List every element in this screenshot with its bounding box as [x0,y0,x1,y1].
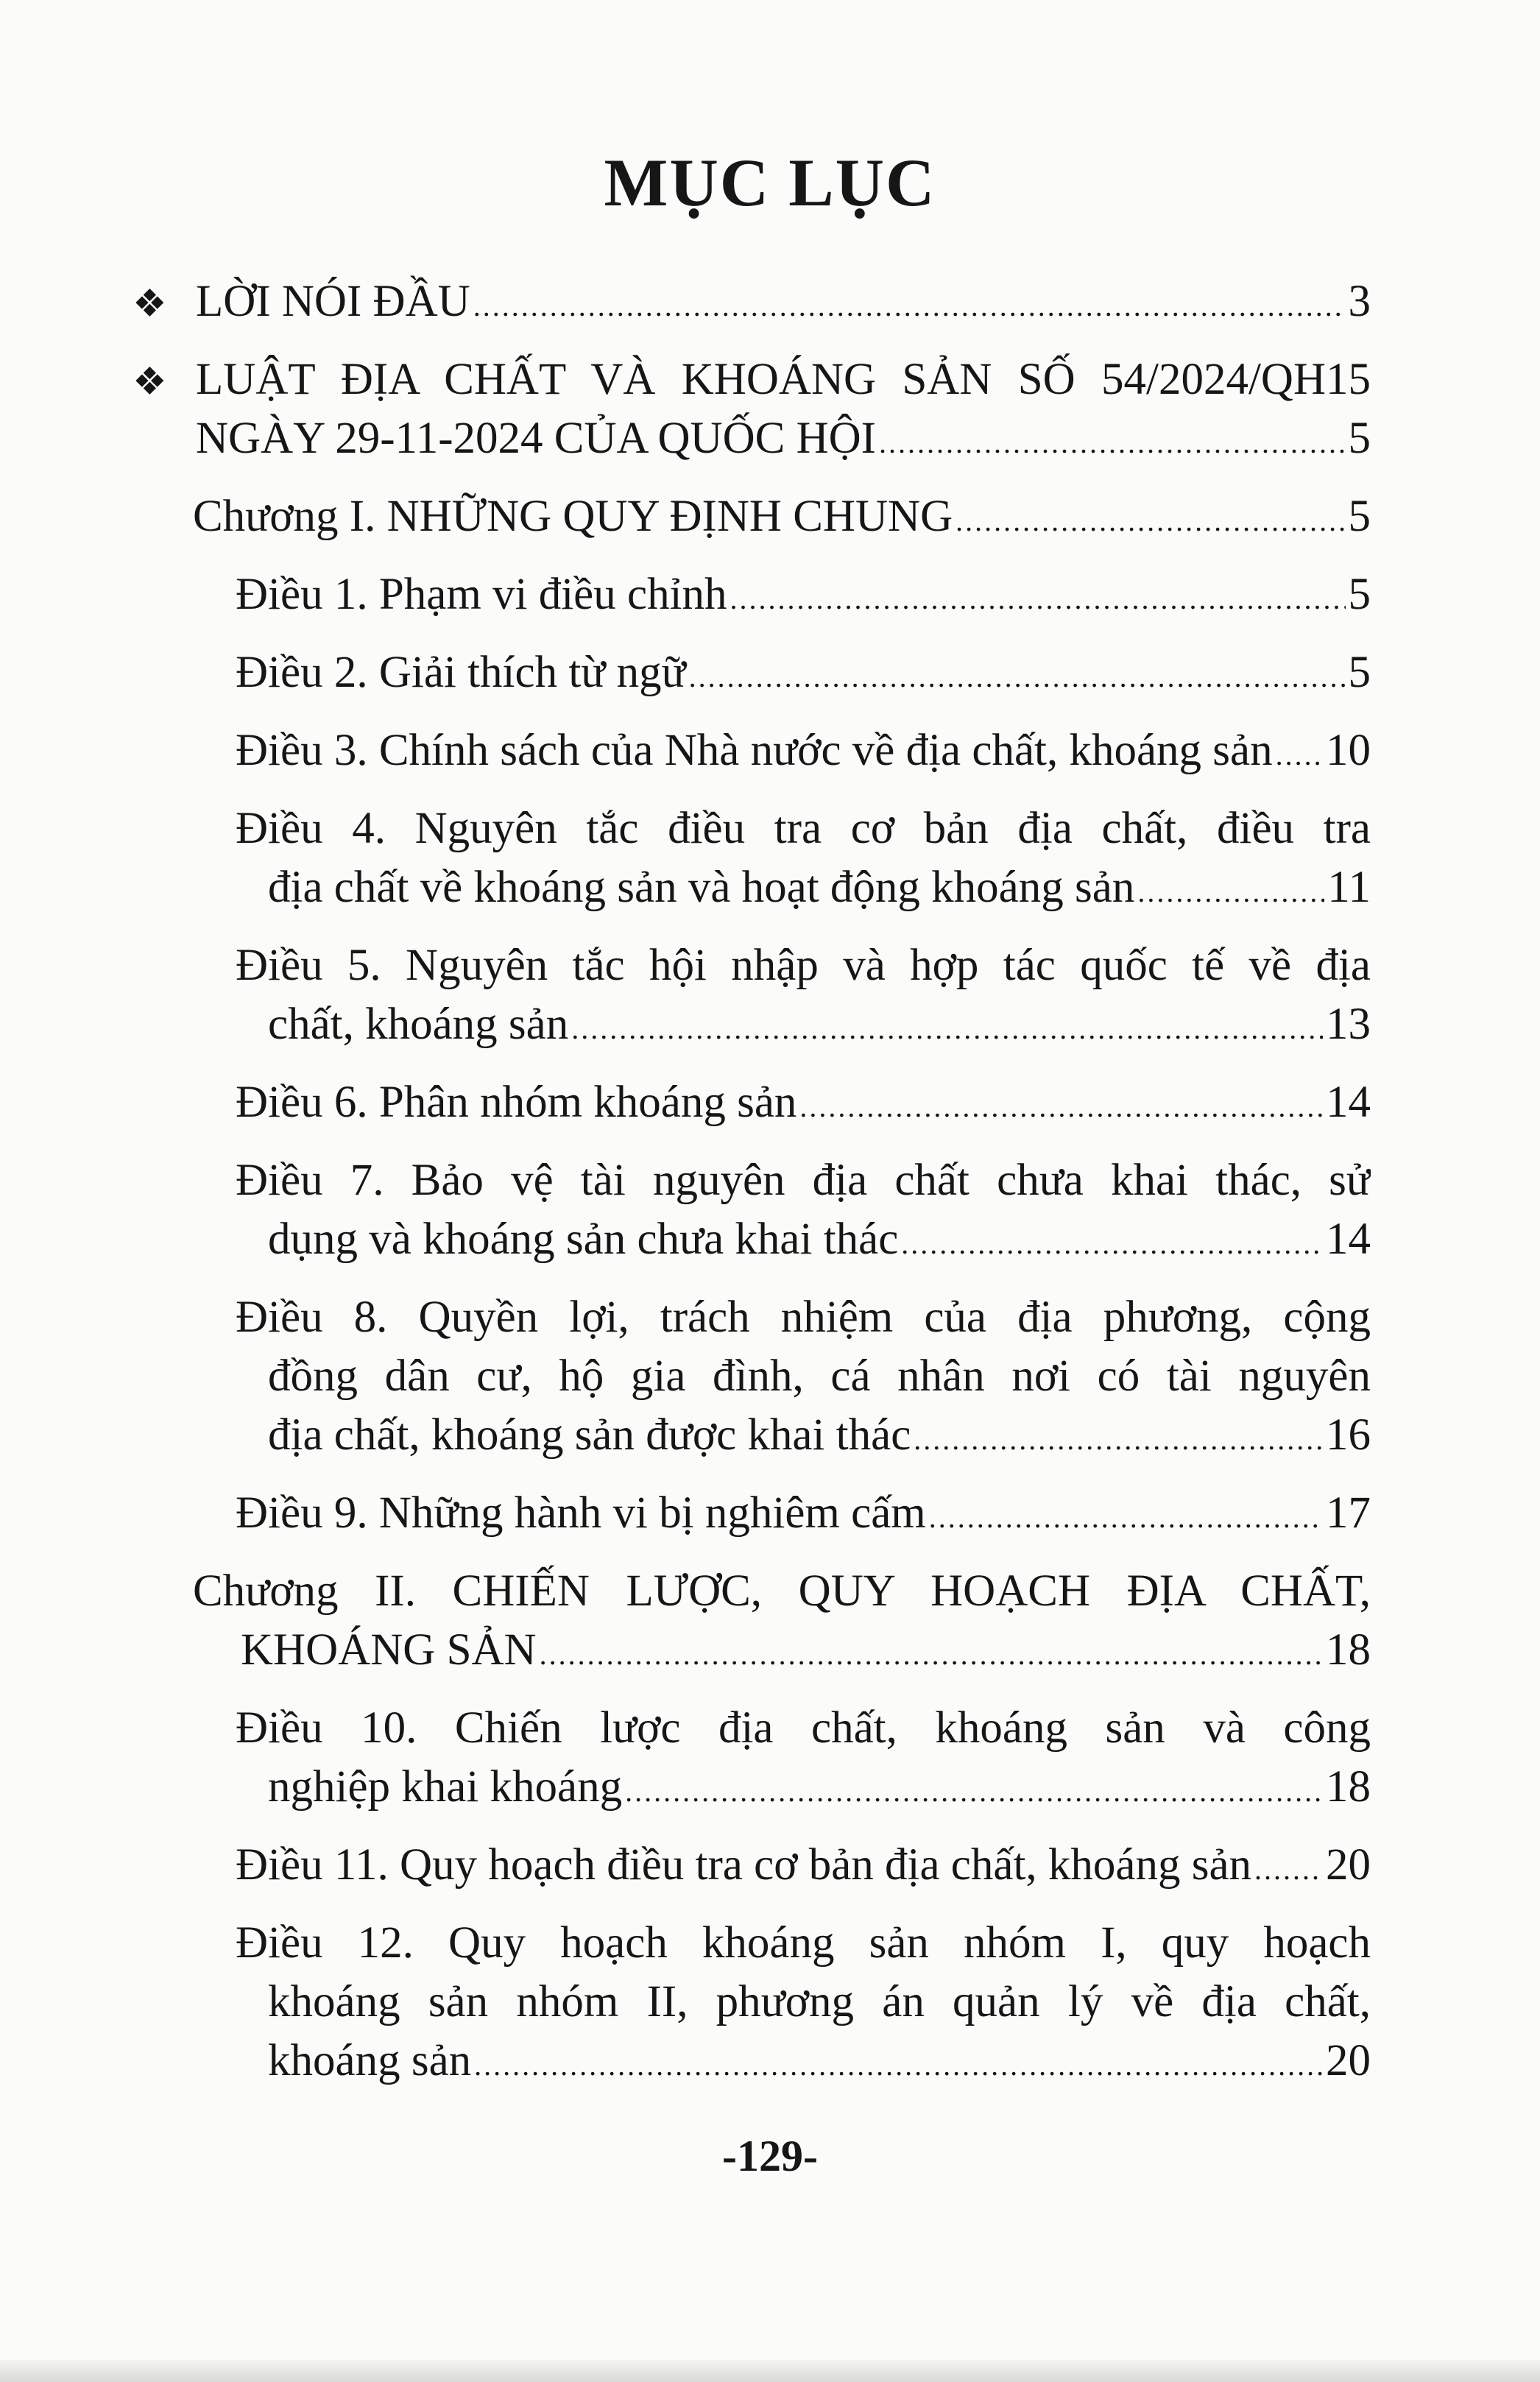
toc-entry [0,1836,1540,1899]
dot-leader [689,648,1346,707]
dot-leader [914,1410,1323,1469]
toc-page-number: 3 [1348,277,1371,326]
toc-page-number: 5 [1348,492,1371,541]
toc-entry [0,721,1540,785]
dot-leader [1137,863,1324,922]
toc-page-number: 13 [1326,1000,1371,1049]
dot-leader [540,1625,1323,1684]
page-edge [0,2360,1540,2382]
page-title: MỤC LỤC [604,145,936,220]
toc-entry [0,487,1540,551]
toc-page-number: 14 [1326,1215,1371,1264]
toc-page-number: 20 [1326,2036,1371,2085]
dot-leader [901,1215,1323,1273]
toc-page-number: 17 [1326,1488,1371,1538]
toc-entry-text: LỜI NÓI ĐẦU [196,277,470,326]
dot-leader [625,1762,1323,1821]
diamond-bullet-icon: ❖ [133,283,167,325]
toc-page-number: 20 [1326,1840,1371,1890]
toc-entry-text: NGÀY 29-11-2024 CỦA QUỐC HỘI [196,414,876,463]
toc-entry-line: Điều 12. Quy hoạch khoáng sản nhóm I, quy hoạch [236,1918,1371,1968]
table-of-contents [0,272,1540,2110]
toc-entry-text: Điều 6. Phân nhóm khoáng sản [236,1078,797,1127]
dot-leader [929,1488,1323,1547]
dot-leader [1254,1840,1323,1899]
toc-entry [0,1288,1540,1469]
toc-entry-text: chất, khoáng sản [268,1000,569,1049]
dot-leader [474,2036,1323,2095]
toc-page-number: 16 [1326,1410,1371,1460]
toc-entry [0,1914,1540,2095]
toc-entry [0,1484,1540,1547]
toc-entry [0,1699,1540,1821]
toc-entry-line: Điều 8. Quyền lợi, trách nhiệm của địa phương, cộng [236,1293,1371,1342]
toc-entry [0,350,1540,473]
toc-entry-text: khoáng sản [268,2036,472,2085]
dot-leader [473,277,1346,336]
toc-entry [0,799,1540,922]
toc-entry [0,565,1540,629]
dot-leader [730,570,1346,629]
toc-page-number: 10 [1326,726,1371,775]
toc-entry-text: Điều 9. Những hành vi bị nghiêm cấm [236,1488,926,1538]
toc-entry-text: nghiệp khai khoáng [268,1762,623,1812]
toc-page-number: 5 [1348,414,1371,463]
toc-page-number: 5 [1348,570,1371,619]
toc-entry-text: Điều 11. Quy hoạch điều tra cơ bản địa chất, khoáng sản [236,1840,1252,1890]
dot-leader [799,1078,1323,1137]
toc-entry-line: khoáng sản nhóm II, phương án quản lý về địa chất, [268,1977,1371,2026]
toc-entry-text: Điều 2. Giải thích từ ngữ [236,648,686,697]
toc-entry-line: Điều 7. Bảo vệ tài nguyên địa chất chưa khai thác, sử [236,1156,1371,1205]
toc-entry [0,1073,1540,1137]
toc-entry-line: Chương II. CHIẾN LƯỢC, QUY HOẠCH ĐỊA CHẤT, [193,1566,1371,1616]
toc-page-number: 11 [1327,863,1371,912]
toc-entry [0,272,1540,336]
dot-leader [1276,726,1323,785]
toc-entry-line: Điều 4. Nguyên tắc điều tra cơ bản địa chất, điều tra [236,804,1371,853]
dot-leader [956,492,1345,551]
toc-page-number: 18 [1326,1625,1371,1675]
page-number: -129- [722,2132,818,2180]
toc-entry-text: dụng và khoáng sản chưa khai thác [268,1215,899,1264]
toc-entry [0,1562,1540,1684]
toc-page-number: 18 [1326,1762,1371,1812]
toc-entry-line: LUẬT ĐỊA CHẤT VÀ KHOÁNG SẢN SỐ 54/2024/QH15 [196,355,1371,404]
dot-leader [571,1000,1323,1059]
dot-leader [879,414,1346,473]
toc-entry-text: KHOÁNG SẢN [241,1625,537,1675]
toc-entry-line: đồng dân cư, hộ gia đình, cá nhân nơi có tài nguyên [268,1351,1371,1401]
toc-entry-text: địa chất, khoáng sản được khai thác [268,1410,911,1460]
toc-page-number: 14 [1326,1078,1371,1127]
toc-entry-text: Điều 1. Phạm vi điều chỉnh [236,570,727,619]
toc-entry-line: Điều 5. Nguyên tắc hội nhập và hợp tác quốc tế về địa [236,941,1371,990]
toc-entry-text: Điều 3. Chính sách của Nhà nước về địa chất, khoáng sản [236,726,1273,775]
toc-entry-line: Điều 10. Chiến lược địa chất, khoáng sản và công [236,1703,1371,1753]
toc-page-number: 5 [1348,648,1371,697]
toc-entry-text: Chương I. NHỮNG QUY ĐỊNH CHUNG [193,492,953,541]
diamond-bullet-icon: ❖ [133,361,167,403]
toc-entry-text: địa chất về khoáng sản và hoạt động khoáng sản [268,863,1135,912]
toc-entry [0,643,1540,707]
toc-entry [0,936,1540,1059]
toc-entry [0,1151,1540,1273]
